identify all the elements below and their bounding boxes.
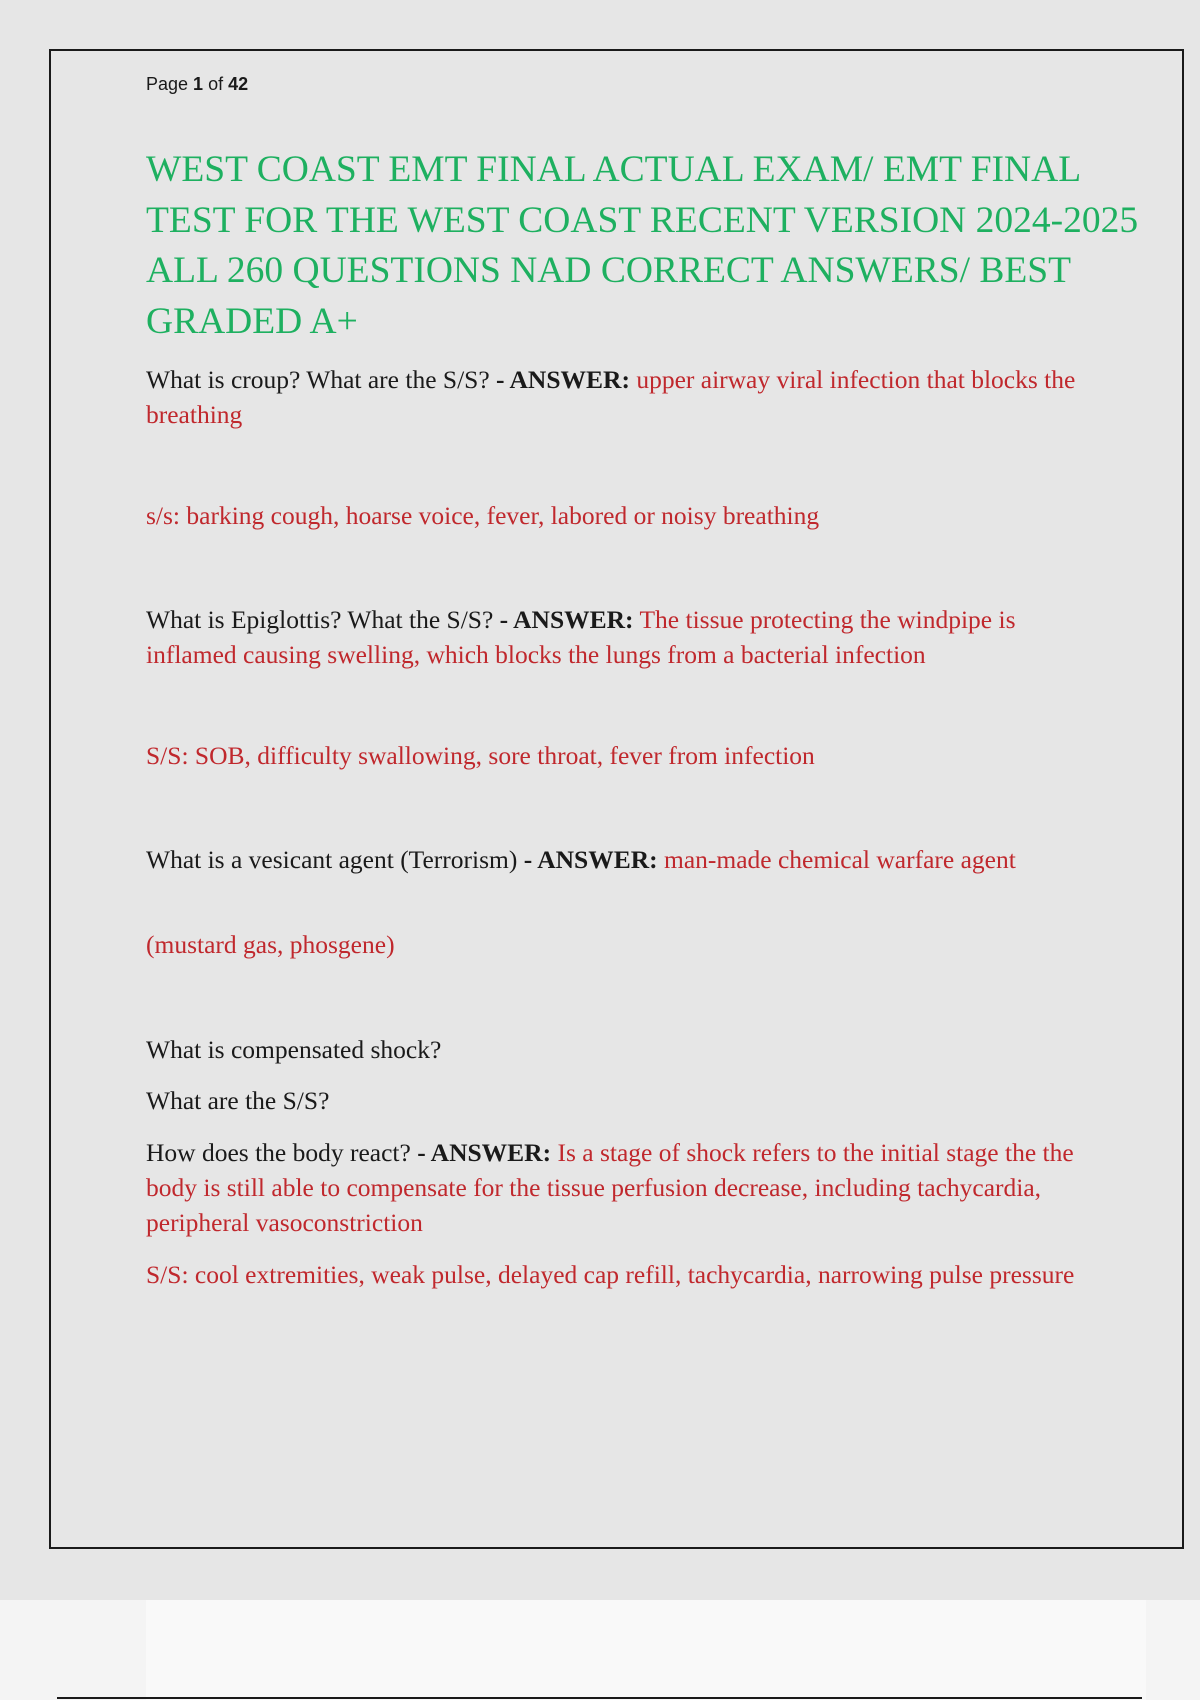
answer-label: - ANSWER: (417, 1138, 552, 1167)
next-page-content (146, 1600, 1146, 1700)
answer-label: - ANSWER: (523, 845, 658, 874)
total-page-count: 42 (228, 74, 249, 94)
question-vesicant-agent: What is a vesicant agent (Terrorism) - ANSWER: man-made chemical warfare agent (146, 845, 1016, 874)
answer-text: upper airway viral infection that blocks the breathing (146, 365, 1076, 429)
epiglottis-symptoms: S/S: SOB, difficulty swallowing, sore throat, fever from infection (146, 741, 815, 770)
compensated-shock-symptoms: S/S: cool extremities, weak pulse, delayed cap refill, tachycardia, narrowing pulse pressure (146, 1260, 1075, 1289)
page-indicator: Page 1 of 42 (146, 74, 249, 94)
current-page-number: 1 (193, 74, 204, 94)
answer-text: Is a stage of shock refers to the initial stage the the body is still able to compensate for the tissue perfusion decrease, including tachycardia, peripheral vasoconstriction (146, 1138, 1074, 1237)
answer-label: - ANSWER: (499, 605, 634, 634)
document-title: WEST COAST EMT FINAL ACTUAL EXAM/ EMT FINAL TEST FOR THE WEST COAST RECENT VERSION 2024-2025 ALL 260 QUESTIONS NAD CORRECT ANSWERS/ BEST GRADED A+ (146, 149, 1139, 342)
question-epiglottis: What is Epiglottis? What the S/S? - ANSWER: The tissue protecting the windpipe is inflamed causing swelling, which blocks the lungs from a bacterial infection (146, 605, 1016, 669)
vesicant-examples: (mustard gas, phosgene) (146, 930, 395, 959)
answer-label: - ANSWER: (496, 365, 630, 394)
question-croup: What is croup? What are the S/S? - ANSWER: upper airway viral infection that blocks the breathing (146, 365, 1076, 429)
question-compensated-shock: What is compensated shock? (146, 1035, 442, 1064)
answer-text: The tissue protecting the windpipe is inflamed causing swelling, which blocks the lungs from a bacterial infection (146, 605, 1016, 669)
answer-text: man-made chemical warfare agent (657, 845, 1016, 874)
next-page-rule (57, 1697, 1142, 1699)
croup-symptoms: s/s: barking cough, hoarse voice, fever, labored or noisy breathing (146, 501, 820, 530)
question-body-react: How does the body react? - ANSWER: Is a stage of shock refers to the initial stage the the body is still able to compensate for the tissue perfusion decrease, including tachycardia, peripheral vasoconstriction (146, 1138, 1074, 1237)
question-compensated-shock-ss: What are the S/S? (146, 1086, 330, 1115)
